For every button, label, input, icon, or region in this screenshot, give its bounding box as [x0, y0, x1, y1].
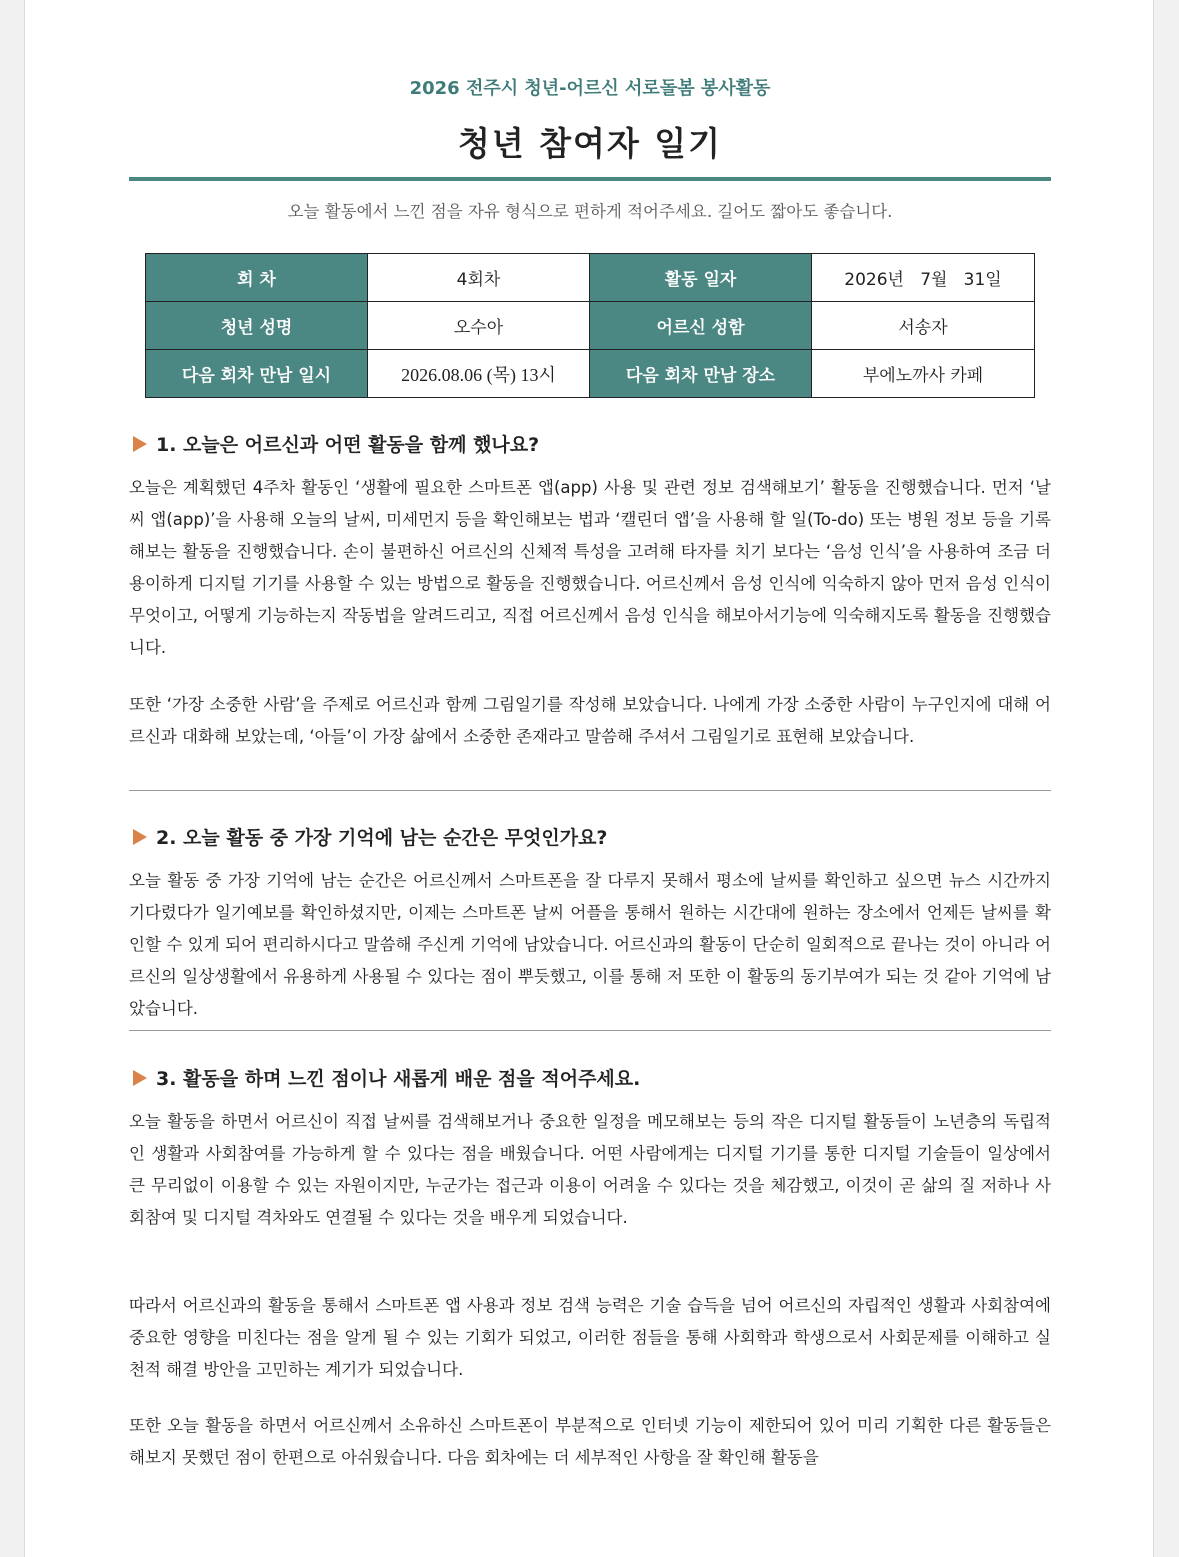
session-value: 4회차	[368, 254, 590, 302]
section-3-paragraph-3: 또한 오늘 활동을 하면서 어르신께서 소유하신 스마트폰이 부분적으로 인터넷 기능이 제한되어 있어 미리 기획한 다른 활동들은 해보지 못했던 점이 한편으로 아쉬웠습니다. 다음 회차에는 더 세부적인 사항을 잘 확인해 활동을	[129, 1416, 1051, 1467]
info-row	[146, 302, 1035, 350]
next-meeting-place-label: 다음 회차 만남 장소	[590, 350, 812, 398]
instruction-text: 오늘 활동에서 느낀 점을 자유 형식으로 편하게 적어주세요. 길어도 짧아도 좋습니다.	[287, 202, 893, 221]
triangle-bullet-icon	[133, 436, 147, 452]
session-label: 회 차	[146, 254, 368, 302]
triangle-bullet-icon	[133, 1070, 147, 1086]
youth-name-label: 청년 성명	[146, 302, 368, 350]
section-1-paragraph-2: 또한 ‘가장 소중한 사람’을 주제로 어르신과 함께 그림일기를 작성해 보았습니다. 나에게 가장 소중한 사람이 누구인지에 대해 어르신과 대화해 보았는데, ‘아들’이 가장 삶에서 소중한 존재라고 말씀해 주셔서 그림일기로 표현해 보았습니다.	[129, 695, 1051, 746]
next-meeting-place-value: 부에노까사 카페	[812, 350, 1035, 398]
section-1-heading-text: 1. 오늘은 어르신과 어떤 활동을 함께 했나요?	[156, 434, 540, 456]
page-title: 청년 참여자 일기	[457, 124, 723, 163]
section-2-paragraph-1: 오늘 활동 중 가장 기억에 남는 순간은 어르신께서 스마트폰을 잘 다루지 못해서 평소에 날씨를 확인하고 싶으면 뉴스 시간까지 기다렸다가 일기예보를 확인하셨지만, 이제는 스마트폰 날씨 어플을 통해서 원하는 시간대에 원하는 장소에서 언제든 날씨를 확인할 수 있게 되어 편리하시다고 말씀해 주신게 기억에 남았습니다. 어르신과의 활동이 단순히 일회적으로 끝나는 것이 아니라 어르신의 일상생활에서 유용하게 사용될 수 있다는 점이 뿌듯했고, 이를 통해 저 또한 이 활동의 동기부여가 되는 것 같아 기억에 남았습니다.	[129, 871, 1051, 1018]
date-label: 활동 일자	[590, 254, 812, 302]
section-divider	[129, 790, 1051, 791]
document-page	[24, 0, 1154, 1557]
section-1-heading	[133, 430, 539, 457]
section-3-heading	[133, 1064, 640, 1091]
section-1-paragraph-1: 오늘은 계획했던 4주차 활동인 ‘생활에 필요한 스마트폰 앱(app) 사용 및 관련 정보 검색해보기’ 활동을 진행했습니다. 먼저 ‘날씨 앱(app)’을 사용해 오늘의 날씨, 미세먼지 등을 확인해보는 법과 ‘캘린더 앱’을 사용해 할 일(To-do) 또는 병원 정보 등을 기록해보는 활동을 진행했습니다. 손이 불편하신 어르신의 신체적 특성을 고려해 타자를 치기 보다는 ‘음성 인식’을 사용하여 조금 더 용이하게 디지털 기기를 사용할 수 있는 방법으로 활동을 진행했습니다. 어르신께서 음성 인식에 익숙하지 않아 먼저 음성 인식이 무엇이고, 어떻게 기능하는지 작동법을 알려드리고, 직접 어르신께서 음성 인식을 해보아서기능에 익숙해지도록 활동을 진행했습니다.	[129, 478, 1051, 657]
section-3-paragraph-1: 오늘 활동을 하면서 어르신이 직접 날씨를 검색해보거나 중요한 일정을 메모해보는 등의 작은 디지털 활동들이 노년층의 독립적인 생활과 사회참여를 가능하게 할 수 있다는 점을 배웠습니다. 어떤 사람에게는 디지털 기기를 통한 디지털 기술들이 일상에서 큰 무리없이 이용할 수 있는 자원이지만, 누군가는 접근과 이용이 어려울 수 있다는 것을 체감했고, 이것이 곧 삶의 질 저하나 사회참여 및 디지털 격차와도 연결될 수 있다는 것을 배우게 되었습니다.	[129, 1112, 1051, 1227]
section-divider	[129, 1030, 1051, 1031]
section-2-heading-text: 2. 오늘 활동 중 가장 기억에 남는 순간은 무엇인가요?	[156, 827, 608, 849]
title-divider	[129, 177, 1051, 181]
triangle-bullet-icon	[133, 829, 147, 845]
info-row	[146, 254, 1035, 302]
elder-name-label: 어르신 성함	[590, 302, 812, 350]
next-meeting-time-label: 다음 회차 만남 일시	[146, 350, 368, 398]
date-value: 2026년 7월 31일	[812, 254, 1035, 302]
section-3-paragraph-2: 따라서 어르신과의 활동을 통해서 스마트폰 앱 사용과 정보 검색 능력은 기술 습득을 넘어 어르신의 자립적인 생활과 사회참여에 중요한 영향을 미친다는 점을 알게 될 수 있는 기회가 되었고, 이러한 점들을 통해 사회학과 학생으로서 사회문제를 이해하고 실천적 해결 방안을 고민하는 계기가 되었습니다.	[129, 1296, 1051, 1379]
program-subtitle: 2026 전주시 청년-어르신 서로돌봄 봉사활동	[409, 78, 771, 99]
session-info-table	[145, 253, 1035, 398]
youth-name-value: 오수아	[368, 302, 590, 350]
section-2-heading	[133, 823, 607, 850]
next-meeting-time-value: 2026.08.06 (목) 13시	[368, 350, 590, 398]
section-3-heading-text: 3. 활동을 하며 느낀 점이나 새롭게 배운 점을 적어주세요.	[156, 1068, 641, 1090]
info-row	[146, 350, 1035, 398]
elder-name-value: 서송자	[812, 302, 1035, 350]
